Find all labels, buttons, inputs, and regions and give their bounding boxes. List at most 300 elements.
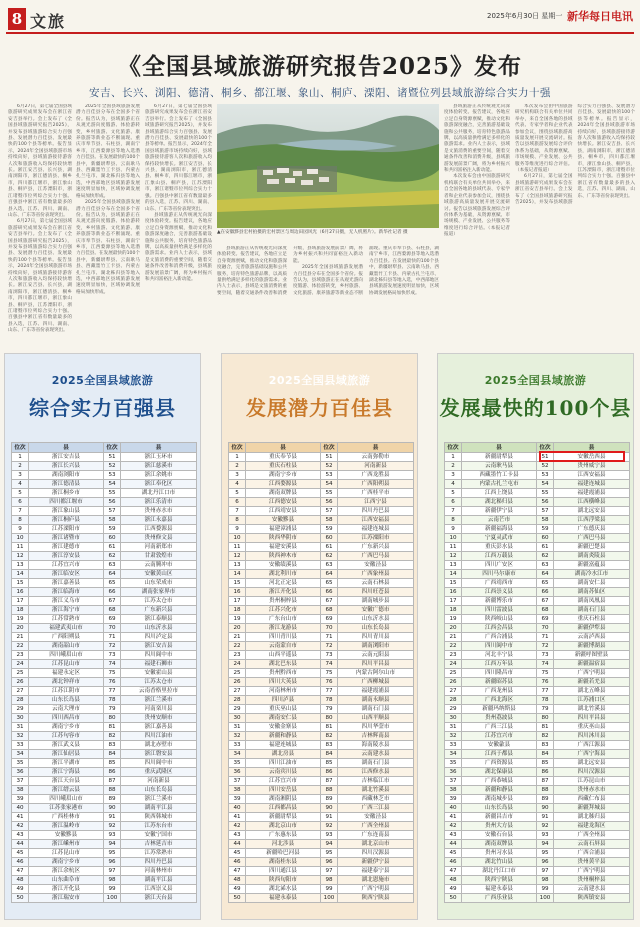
subheadline: 安吉、长兴、浏阳、德清、桐乡、都江堰、象山、桐庐、溧阳、诸暨位列县域旅游综合实力十强 [89,87,551,99]
rank-cell: 48 [229,876,246,885]
column-header: 县 [554,443,630,453]
table-row [229,768,414,777]
rank-cell: 75 [104,669,121,678]
table-row [229,552,414,561]
rank-cell: 49 [12,885,29,894]
county-cell: 福建安溪县 [246,543,321,552]
table-row [445,498,630,507]
rank-cell: 15 [445,579,462,588]
county-cell: 浙江义乌市 [29,597,104,606]
county-cell: 四川阆中市 [121,759,197,768]
table-row [229,579,414,588]
rank-cell: 95 [104,849,121,858]
county-cell: 浙江桐庐县 [29,516,104,525]
county-cell: 江西于都县 [462,750,537,759]
table-row [229,624,414,633]
table-row [12,633,197,642]
rank-cell: 66 [321,588,338,597]
table-row [12,885,197,894]
rank-cell: 61 [321,543,338,552]
county-cell: 四川汉源县 [554,768,630,777]
rank-cell: 97 [537,867,554,876]
county-cell: 浙江温岭市 [29,822,104,831]
rank-cell: 95 [537,849,554,858]
county-cell: 江苏太仓市 [121,678,197,687]
county-cell: 福建永泰县 [462,885,537,894]
table-row [229,831,414,840]
rank-cell: 10 [445,534,462,543]
ranking-table [11,442,197,903]
rank-cell: 61 [104,543,121,552]
county-cell: 江西都昌县 [246,804,321,813]
rank-cell: 24 [445,660,462,669]
county-cell: 广西龙胜县 [338,471,414,480]
rank-cell: 63 [321,561,338,570]
rank-cell: 53 [104,471,121,480]
rank-cell: 11 [445,543,462,552]
county-cell: 吉林延吉市 [121,840,197,849]
table-row [445,840,630,849]
table-row [12,597,197,606]
rank-cell: 21 [229,633,246,642]
table-row [445,813,630,822]
rank-cell: 69 [104,615,121,624]
table-row [229,750,414,759]
county-cell: 山东长岛县 [29,696,104,705]
table-row [445,597,630,606]
county-cell: 贵州赤水市 [121,507,197,516]
county-cell: 浙江天台县 [121,894,197,903]
rank-cell: 30 [229,714,246,723]
county-cell: 甘肃敦煌市 [121,552,197,561]
rank-cell: 72 [537,642,554,651]
table-row [445,849,630,858]
rank-cell: 42 [229,822,246,831]
rank-cell: 92 [321,822,338,831]
county-cell: 新疆尉犁县 [462,453,537,462]
county-cell: 浙江诸暨市 [29,534,104,543]
table-row [12,804,197,813]
county-cell: 贵州荔波县 [462,714,537,723]
county-cell: 湖南石门县 [338,759,414,768]
rank-cell: 67 [537,597,554,606]
county-cell: 新疆博乐市 [462,597,537,606]
table-row [229,678,414,687]
rank-cell: 68 [321,606,338,615]
rank-cell: 84 [321,750,338,759]
rank-cell: 78 [104,696,121,705]
county-cell: 新疆哈巴河县 [246,849,321,858]
county-cell: 福建连城县 [246,741,321,750]
table-row [12,462,197,471]
rank-cell: 7 [229,507,246,516]
county-cell: 湖南平江县 [121,876,197,885]
rank-cell: 47 [229,867,246,876]
county-cell: 浙江象山县 [29,507,104,516]
rank-cell: 27 [12,687,29,696]
county-cell: 浙江临海市 [29,588,104,597]
table-row [445,525,630,534]
county-cell: 福建霞浦县 [554,489,630,498]
table-row [12,822,197,831]
rank-cell: 94 [104,840,121,849]
table-row [445,759,630,768]
rank-cell: 99 [321,885,338,894]
rank-cell: 29 [445,705,462,714]
table-row [12,516,197,525]
table-row [229,858,414,867]
county-cell: 江苏常熟市 [121,849,197,858]
county-cell: 四川泸县 [246,696,321,705]
county-cell: 湖南冷水江市 [554,570,630,579]
rank-cell: 8 [445,516,462,525]
county-cell: 广西合浦县 [462,633,537,642]
county-cell: 江西修水县 [338,768,414,777]
county-cell: 贵州修文县 [121,534,197,543]
table-row [229,669,414,678]
table-row [445,633,630,642]
rank-cell: 34 [229,750,246,759]
table-row [229,696,414,705]
county-cell: 贵州习水县 [462,849,537,858]
rank-cell: 59 [537,525,554,534]
table-row [445,831,630,840]
county-cell: 陕西韩城市 [121,813,197,822]
rank-cell: 57 [321,507,338,516]
column-header: 位次 [229,443,246,453]
panel-title: 2025全国县域旅游 [51,374,154,387]
county-cell: 湖北房县 [246,750,321,759]
rank-cell: 32 [12,732,29,741]
rank-cell: 37 [445,777,462,786]
rank-cell: 89 [104,795,121,804]
table-row [445,714,630,723]
county-cell: 江苏兴化市 [246,606,321,615]
county-cell: 湖南石门县 [338,705,414,714]
rank-cell: 67 [321,597,338,606]
column-header: 县 [462,443,537,453]
rank-cell: 72 [104,642,121,651]
table-row [229,840,414,849]
county-cell: 浙江宁海县 [29,768,104,777]
county-cell: 广西阳朔县 [338,480,414,489]
table-row [229,660,414,669]
table-row [12,840,197,849]
county-cell: 湖北保康县 [462,768,537,777]
rank-cell: 59 [321,525,338,534]
county-cell: 山东沂水县 [338,615,414,624]
table-row [445,516,630,525]
rank-cell: 34 [445,750,462,759]
county-cell: 湖北五峰县 [554,687,630,696]
county-cell: 西藏仁布县 [554,795,630,804]
rank-cell: 14 [12,570,29,579]
rank-cell: 27 [445,687,462,696]
rank-cell: 24 [229,660,246,669]
rank-cell: 82 [321,732,338,741]
rank-cell: 39 [229,795,246,804]
rank-cell: 33 [229,741,246,750]
column-header: 位次 [321,443,338,453]
county-cell: 四川马尔康市 [462,570,537,579]
county-cell: 湖北利川市 [246,570,321,579]
table-row [12,750,197,759]
county-cell: 陕西旬阳市 [246,876,321,885]
table-row [229,813,414,822]
rank-cell: 1 [229,453,246,462]
rank-cell: 13 [229,561,246,570]
county-cell: 安徽岳西县 [554,453,630,462]
county-cell: 广西靖西市 [462,579,537,588]
county-cell: 浙江安吉县 [121,642,197,651]
rank-cell: 69 [537,615,554,624]
rank-cell: 62 [104,552,121,561]
rank-cell: 74 [104,660,121,669]
rank-cell: 29 [229,705,246,714]
rank-cell: 83 [537,741,554,750]
rank-cell: 58 [321,516,338,525]
rank-cell: 81 [537,723,554,732]
county-cell: 湖南炎陵县 [554,552,630,561]
table-row [12,732,197,741]
rank-cell: 28 [12,696,29,705]
county-cell: 江苏宜兴市 [462,732,537,741]
rank-cell: 41 [12,813,29,822]
table-row [12,615,197,624]
rank-cell: 88 [537,786,554,795]
table-row [445,561,630,570]
article-column-4: 县域旅游正从传统观光向深度体验转变。报告建议，各地应立足自身资源禀赋，推动文化和旅游深度融合，完善旅游基础设施和公共服务，培育特色旅游品牌，以高质量供给满足多样化的旅游需求。业内人士表示，县域是文旅消费的重要空间，随着交通条件改善和消费升级，县域旅游发展前景广阔，将为乡村振兴和共同富裕注入新动能。 本次发布会由中国旅游研究机构联合有关单位共同举办，来自全国各地的县域代表、专家学者和企业代表参加会议，围绕县域旅游高质量发展开展交流研讨。报告以县域旅游发展综合评价体系为基础，从资源禀赋、市场规模、产业发展、公共服务等维度进行综合评估。（本报记者报道） [444,104,510,238]
county-cell: 福建连城县 [554,480,630,489]
county-cell: 湖南凤凰县 [554,597,630,606]
column-header: 位次 [445,443,462,453]
county-cell: 山东曲阜市 [29,876,104,885]
county-cell: 河南新县 [338,462,414,471]
rank-cell: 47 [445,867,462,876]
county-cell: 湖南城步县 [338,597,414,606]
rank-cell: 64 [537,570,554,579]
county-cell: 新疆富蕴县 [554,561,630,570]
county-cell: 福建龙海区 [554,822,630,831]
column-header: 位次 [537,443,554,453]
table-row [229,741,414,750]
rank-cell: 6 [229,498,246,507]
rank-cell: 8 [229,516,246,525]
county-cell: 四川平昌县 [338,660,414,669]
county-cell: 江西安福县 [554,471,630,480]
article-column-2: 2025年全国县域旅游发展潜力百佳县分布在全国多个省份。报告认为，县域旅游正在从观光游向度假游、体验游转变，乡村旅游、文化旅游、康养旅游等新业态不断涌现。重庆市奉节县、石柱县，湖南宁乡市，江西婺源县等地入选潜力百佳县。在发展最快的100个县中，新疆尉犁县、云南耿马县、西藏墨竹工卡县、内蒙古扎兰屯市、湖北秭归县等地入选，中西部地区县域旅游发展速度明显加快，区域协调发展格局加快形成。 2025年全国县域旅游发展潜力百佳县分布在全国多个省份。报告认为，县域旅游正在从观光游向度假游、体验游转变，乡村旅游、文化旅游、康养旅游等新业态不断涌现。重庆市奉节县、石柱县，湖南宁乡市，江西婺源县等地入选潜力百佳县。在发展最快的100个县中，新疆尉犁县、云南耿马县、西藏墨竹工卡县、内蒙古扎兰屯市、湖北秭归县等地入选，中西部地区县域旅游发展速度明显加快，区域协调发展格局加快形成。 [76,104,140,295]
county-cell: 四川都江堰市 [29,498,104,507]
table-row [229,606,414,615]
header-rule [6,32,634,34]
county-cell: 西藏林芝市 [338,795,414,804]
table-row [445,768,630,777]
panel-heading: 发展最快的100个县 [439,396,632,420]
table-row [445,507,630,516]
county-cell: 湖南宁乡市 [246,471,321,480]
table-row [445,867,630,876]
county-cell: 云南石屏县 [554,840,630,849]
rank-cell: 51 [537,453,554,462]
table-row [229,651,414,660]
rank-cell: 63 [537,561,554,570]
rank-cell: 35 [229,759,246,768]
county-cell: 河北正定县 [246,579,321,588]
rank-cell: 82 [537,732,554,741]
rank-cell: 50 [229,894,246,903]
table-row [445,489,630,498]
table-row [229,687,414,696]
rank-cell: 86 [104,768,121,777]
rank-cell: 39 [12,795,29,804]
rank-cell: 3 [445,471,462,480]
rank-cell: 97 [104,867,121,876]
table-row [12,570,197,579]
county-cell: 四川广安区 [462,561,537,570]
county-cell: 安徽金寨县 [246,723,321,732]
rank-cell: 62 [537,552,554,561]
rank-cell: 40 [229,804,246,813]
rank-cell: 38 [229,786,246,795]
rank-cell: 45 [445,849,462,858]
county-cell: 江西德安县 [246,498,321,507]
county-cell: 湖北钟祥市 [29,678,104,687]
rank-cell: 90 [537,804,554,813]
county-cell: 浙江开化县 [246,588,321,597]
rank-cell: 44 [445,840,462,849]
county-cell: 广东新兴县 [121,606,197,615]
rank-cell: 67 [104,597,121,606]
county-cell: 吉林辉南县 [338,732,414,741]
rank-cell: 97 [321,867,338,876]
rank-cell: 96 [321,858,338,867]
rank-cell: 5 [229,489,246,498]
page-header [0,0,640,36]
rank-cell: 60 [321,534,338,543]
county-cell: 福建泰宁县 [338,867,414,876]
table-row [12,687,197,696]
rank-cell: 68 [104,606,121,615]
table-row [12,579,197,588]
section-name: 文旅 [30,12,67,31]
rank-cell: 52 [537,462,554,471]
county-cell: 河南新郑市 [121,543,197,552]
rank-cell: 98 [321,876,338,885]
county-cell: 西藏墨竹工卡县 [462,471,537,480]
rank-cell: 60 [104,534,121,543]
county-cell: 江苏张家港市 [29,804,104,813]
table-row [445,876,630,885]
table-row [445,750,630,759]
rank-cell: 23 [12,651,29,660]
county-cell: 四川沐川县 [554,732,630,741]
table-row [229,597,414,606]
table-row [12,543,197,552]
rank-cell: 57 [104,507,121,516]
rank-cell: 32 [445,732,462,741]
rank-cell: 70 [104,624,121,633]
table-row [445,588,630,597]
rank-cell: 3 [229,471,246,480]
rank-cell: 16 [445,588,462,597]
rank-cell: 74 [321,660,338,669]
county-cell: 浙江龙游县 [246,624,321,633]
county-cell: 新疆和静县 [246,732,321,741]
county-cell: 浙江嵊州市 [29,840,104,849]
county-cell: 湖南浏阳市 [338,642,414,651]
rank-cell: 45 [229,849,246,858]
rank-cell: 100 [321,894,338,903]
county-cell: 广东台山市 [246,615,321,624]
rank-cell: 37 [229,777,246,786]
rank-cell: 95 [321,849,338,858]
rank-cell: 44 [229,840,246,849]
table-row [12,525,197,534]
county-cell: 四川西昌市 [29,714,104,723]
county-cell: 河北涉县 [246,840,321,849]
county-cell: 广西全州县 [338,822,414,831]
table-row [445,642,630,651]
table-row [12,777,197,786]
county-cell: 湖南城步县 [462,795,537,804]
rank-cell: 80 [104,714,121,723]
county-cell: 浙江余杭区 [29,867,104,876]
rank-cell: 35 [445,759,462,768]
table-row [445,624,630,633]
rank-cell: 56 [321,498,338,507]
rank-cell: 74 [537,660,554,669]
county-cell: 新疆拜城县 [554,804,630,813]
county-cell: 福建永定区 [29,669,104,678]
county-cell: 四川汉源县 [338,849,414,858]
county-cell: 贵州黄平县 [554,858,630,867]
rank-cell: 23 [229,651,246,660]
table-row [12,561,197,570]
rank-cell: 91 [321,813,338,822]
county-cell: 湖北远安县 [554,507,630,516]
table-row [12,714,197,723]
table-row [12,786,197,795]
table-row [229,777,414,786]
table-row [445,696,630,705]
county-cell: 广西巴马县 [338,552,414,561]
rank-cell: 98 [104,876,121,885]
county-cell: 贵州安顺市 [121,714,197,723]
county-cell: 云南大理市 [29,705,104,714]
aerial-village-photo [217,104,439,228]
county-cell: 江苏昆山市 [29,849,104,858]
rank-cell: 90 [321,804,338,813]
county-cell: 江西靖安县 [246,507,321,516]
rank-cell: 91 [104,813,121,822]
county-cell: 河北丰宁县 [462,651,537,660]
rank-cell: 75 [321,669,338,678]
ranking-table [444,442,630,903]
rank-cell: 87 [321,777,338,786]
county-cell: 江苏昆山市 [29,660,104,669]
county-cell: 浙江兰溪市 [121,795,197,804]
county-cell: 浙江瑞安市 [29,894,104,903]
table-row [229,894,414,903]
county-cell: 四川青川县 [338,633,414,642]
rank-cell: 82 [104,732,121,741]
rank-cell: 65 [104,579,121,588]
table-row [12,642,197,651]
county-cell: 内蒙古扎兰屯市 [462,480,537,489]
county-cell: 江西横峰县 [554,498,630,507]
county-cell: 新疆博湖县 [554,642,630,651]
county-cell: 广西象州县 [338,570,414,579]
